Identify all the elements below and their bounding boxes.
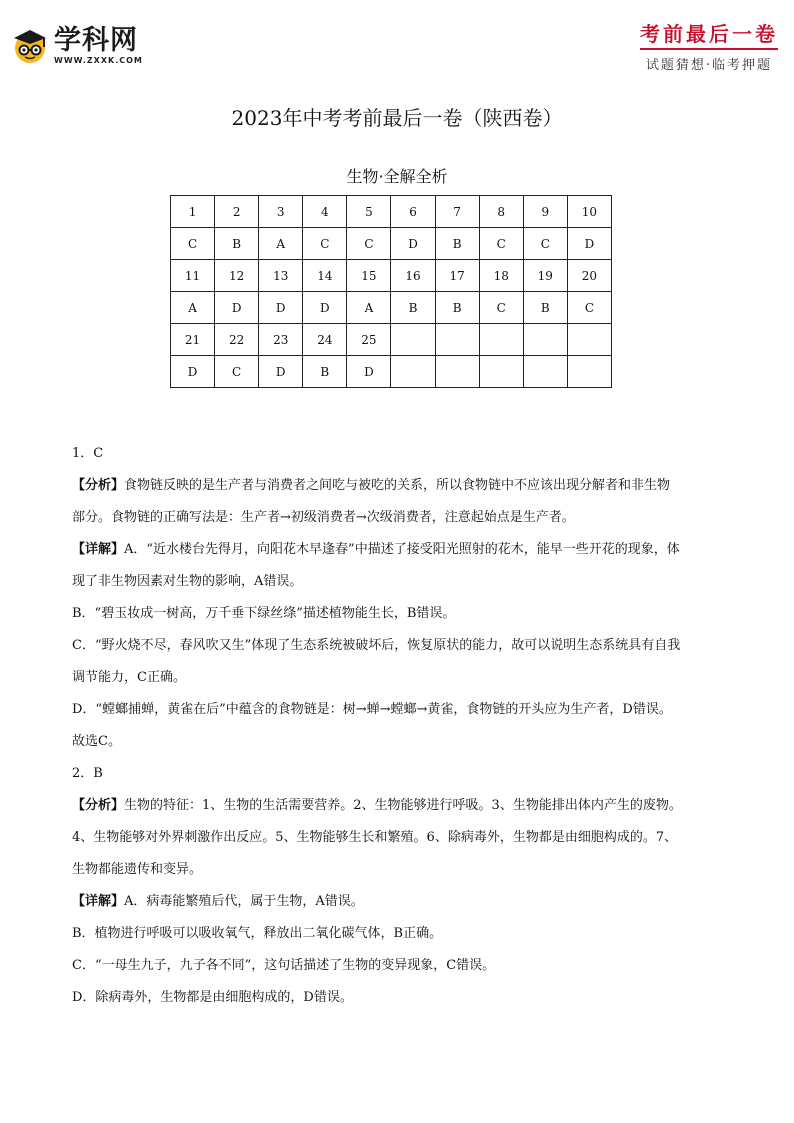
analysis-text-line: 4、生物能够对外界刺激作出反应。5、生物能够生长和繁殖。6、除病毒外，生物都是由细胞构成的。7、	[72, 830, 678, 845]
answer-cell: C	[479, 292, 523, 324]
answer-table	[170, 195, 612, 388]
question-number-cell: 13	[259, 260, 303, 292]
question-number-cell: 8	[479, 196, 523, 228]
answer-cell: D	[259, 356, 303, 388]
document-title: 2023年中考考前最后一卷（陕西卷）	[231, 106, 563, 130]
answer-cell: C	[523, 228, 567, 260]
analysis-text: 食物链反映的是生产者与消费者之间吃与被吃的关系，所以食物链中不应该出现分解者和非生物	[124, 478, 671, 493]
question-number-cell: 25	[347, 324, 391, 356]
detail-tag: 【详解】	[72, 542, 125, 557]
answer-cell: D	[259, 292, 303, 324]
final-answer: 故选C。	[72, 734, 121, 749]
answer-cell: A	[259, 228, 303, 260]
question-number-cell: 14	[303, 260, 347, 292]
answer-key-row	[171, 228, 612, 260]
answer-cell: C	[215, 356, 259, 388]
question-number-cell: 23	[259, 324, 303, 356]
question-number-cell: 7	[435, 196, 479, 228]
detail-paragraph	[72, 534, 732, 566]
option-d-explanation: D．除病毒外，生物都是由细胞构成的，D错误。	[72, 990, 353, 1005]
answer-cell: D	[391, 228, 435, 260]
question-number-cell: 1	[171, 196, 215, 228]
answer-cell: B	[391, 292, 435, 324]
detail-tag: 【详解】	[72, 894, 125, 909]
answer-cell	[391, 356, 435, 388]
detail-paragraph	[72, 886, 732, 918]
question-number-cell: 18	[479, 260, 523, 292]
analysis-paragraph	[72, 790, 732, 822]
question-heading: 1．C	[72, 446, 104, 461]
stamp-subtitle: 试题猜想·临考押题	[645, 58, 773, 73]
answer-cell: B	[303, 356, 347, 388]
question-number-cell: 21	[171, 324, 215, 356]
question-number-row	[171, 260, 612, 292]
question-number-cell	[523, 324, 567, 356]
answer-cell: A	[347, 292, 391, 324]
question-number-cell: 3	[259, 196, 303, 228]
answer-cell: B	[215, 228, 259, 260]
question-number-row	[171, 324, 612, 356]
question-number-row	[171, 196, 612, 228]
answer-cell: B	[523, 292, 567, 324]
question-number-cell: 22	[215, 324, 259, 356]
question-number-cell: 10	[567, 196, 611, 228]
option-c-explanation: C．“一母生九子，九子各不同”，这句话描述了生物的变异现象，C错误。	[72, 958, 496, 973]
logo-name: 学科网	[54, 25, 138, 56]
question-number-cell: 6	[391, 196, 435, 228]
answer-cell: D	[215, 292, 259, 324]
question-number-cell	[479, 324, 523, 356]
answer-key-row	[171, 292, 612, 324]
question-number-cell: 15	[347, 260, 391, 292]
brand-logo[interactable]	[10, 26, 143, 66]
answer-cell: B	[435, 228, 479, 260]
analysis-tag: 【分析】	[72, 478, 125, 493]
question-number-cell	[567, 324, 611, 356]
answer-cell	[435, 356, 479, 388]
question-number-cell: 11	[171, 260, 215, 292]
analysis-text-line: 部分。食物链的正确写法是：生产者→初级消费者→次级消费者，注意起始点是生产者。	[72, 510, 575, 525]
analysis-text: 生物的特征：1、生物的生活需要营养。2、生物能够进行呼吸。3、生物能排出体内产生的废物。	[124, 798, 682, 813]
detail-text: A．病毒能繁殖后代，属于生物，A错误。	[124, 894, 364, 909]
question-number-cell: 20	[567, 260, 611, 292]
question-number-cell	[391, 324, 435, 356]
question-number-cell: 16	[391, 260, 435, 292]
answer-cell: C	[347, 228, 391, 260]
answer-cell: D	[303, 292, 347, 324]
option-b-explanation: B．植物进行呼吸可以吸收氧气，释放出二氧化碳气体，B正确。	[72, 926, 443, 941]
option-c-explanation-line: 调节能力，C正确。	[72, 670, 186, 685]
page-header	[0, 0, 794, 80]
answer-key-row	[171, 356, 612, 388]
answer-cell: C	[567, 292, 611, 324]
document-subtitle: 生物·全解全析	[346, 167, 448, 186]
answer-cell	[523, 356, 567, 388]
exam-stamp	[640, 22, 778, 73]
analysis-text-line: 生物都能遗传和变异。	[72, 862, 203, 877]
question-number-cell: 9	[523, 196, 567, 228]
question-number-cell: 12	[215, 260, 259, 292]
answer-cell: C	[303, 228, 347, 260]
stamp-title: 考前最后一卷	[640, 22, 778, 46]
scholar-face-icon	[10, 26, 50, 66]
answer-cell: D	[567, 228, 611, 260]
answer-cell: D	[347, 356, 391, 388]
question-number-cell: 24	[303, 324, 347, 356]
answer-explanations	[72, 438, 732, 1014]
answer-cell	[479, 356, 523, 388]
answer-cell: C	[171, 228, 215, 260]
stamp-divider	[640, 48, 778, 50]
question-number-cell: 17	[435, 260, 479, 292]
logo-url: WWW.ZXXK.COM	[54, 56, 143, 65]
detail-text-line: 现了非生物因素对生物的影响，A错误。	[72, 574, 303, 589]
answer-cell: B	[435, 292, 479, 324]
option-b-explanation: B．“碧玉妆成一树高，万千垂下绿丝绦”描述植物能生长，B错误。	[72, 606, 456, 621]
question-number-cell	[435, 324, 479, 356]
option-d-explanation: D．“螳螂捕蝉，黄雀在后”中蕴含的食物链是：树→蝉→螳螂→黄雀，食物链的开头应为生产者，D错误。	[72, 702, 672, 717]
analysis-tag: 【分析】	[72, 798, 125, 813]
answer-cell: C	[479, 228, 523, 260]
question-number-cell: 5	[347, 196, 391, 228]
question-number-cell: 2	[215, 196, 259, 228]
question-number-cell: 19	[523, 260, 567, 292]
answer-cell: A	[171, 292, 215, 324]
detail-text: A．“近水楼台先得月，向阳花木早逢春”中描述了接受阳光照射的花木，能早一些开花的现象，体	[124, 542, 680, 557]
analysis-paragraph	[72, 470, 732, 502]
question-number-cell: 4	[303, 196, 347, 228]
answer-cell	[567, 356, 611, 388]
answer-cell: D	[171, 356, 215, 388]
question-heading: 2．B	[72, 766, 103, 781]
option-c-explanation: C．“野火烧不尽，春风吹又生”体现了生态系统被破坏后，恢复原状的能力，故可以说明生态系统具有自我	[72, 638, 681, 653]
